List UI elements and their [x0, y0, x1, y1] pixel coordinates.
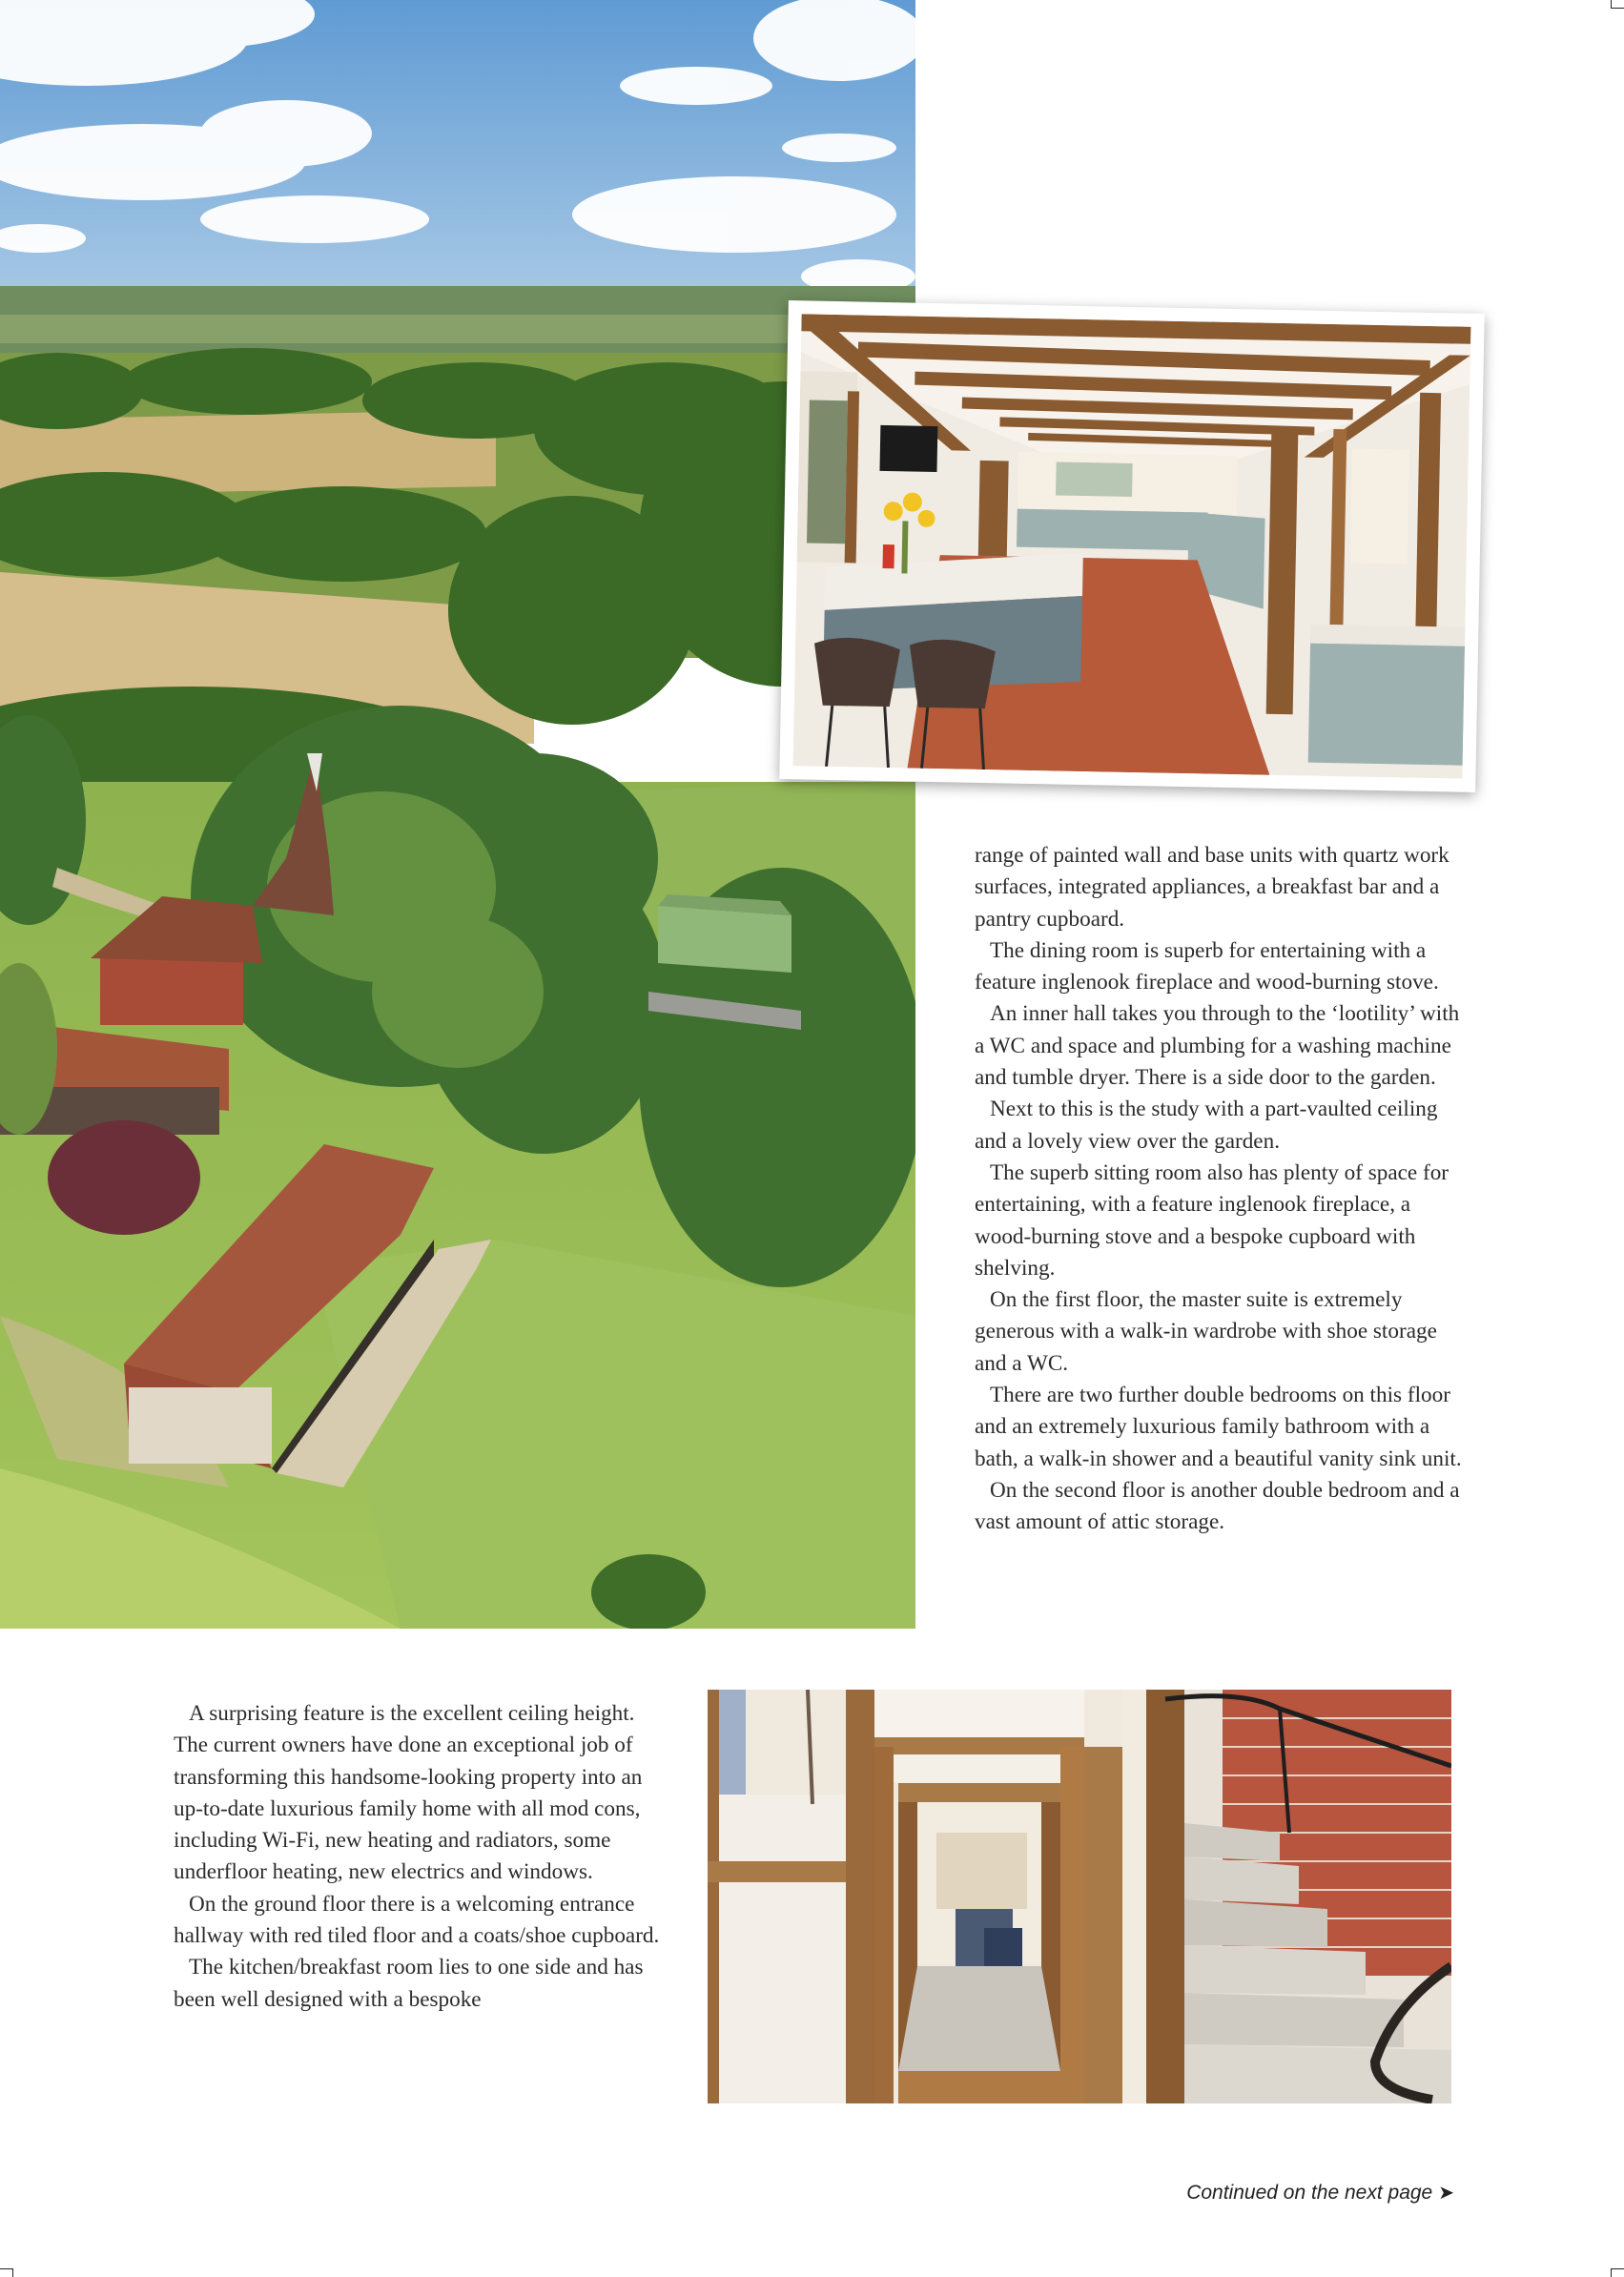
crop-mark-bottom-right-v [1611, 2269, 1612, 2277]
paragraph: On the first floor, the master suite is extremely generous with a walk-in wardrobe with shoe storage and a WC. [975, 1287, 1437, 1376]
crop-mark-bottom-right [1611, 2268, 1624, 2269]
paragraph: The superb sitting room also has plenty of space for entertaining, with a feature inglenook fireplace, a wood-burning stove and a bespoke cupboard with shelving. [975, 1159, 1449, 1281]
hallway-staircase-photo [708, 1690, 1451, 2103]
paragraph: On the ground floor there is a welcoming entrance hallway with red tiled floor and a coats/shoe cupboard. [174, 1891, 660, 1949]
paragraph: range of painted wall and base units with quartz work surfaces, integrated appliances, a breakfast bar and a pantry cupboard. [975, 843, 1449, 932]
crop-mark-bottom-left [0, 2268, 13, 2269]
paragraph: An inner hall takes you through to the ‘lootility’ with a WC and space and plumbing for a washing machine and tumble dryer. There is a side door to the garden. [975, 1001, 1460, 1091]
continued-text: Continued on the next page [1186, 2182, 1433, 2204]
kitchen-photo [779, 300, 1485, 792]
crop-mark-bottom-left-v [12, 2269, 13, 2277]
aerial-photo [0, 0, 915, 1629]
paragraph: The kitchen/breakfast room lies to one side and has been well designed with a bespoke [174, 1955, 644, 2012]
crop-mark-top-right [1611, 8, 1624, 9]
paragraph: There are two further double bedrooms on this floor and an extremely luxurious family bathroom with a bath, a walk-in shower and a beautiful vanity sink unit. [975, 1383, 1462, 1471]
body-text-right-column [975, 840, 1463, 1539]
continued-on-next-page [1186, 2181, 1454, 2205]
body-text-left-column [174, 1698, 660, 2016]
paragraph: The dining room is superb for entertaining with a feature inglenook fireplace and wood-burning stove. [975, 937, 1439, 995]
paragraph: Next to this is the study with a part-vaulted ceiling and a lovely view over the garden. [975, 1097, 1438, 1154]
arrow-right-icon: ➤ [1438, 2183, 1454, 2204]
paragraph: On the second floor is another double bedroom and a vast amount of attic storage. [975, 1477, 1460, 1535]
crop-mark-top-right-v [1611, 0, 1612, 8]
paragraph: A surprising feature is the excellent ceiling height. The current owners have done an exceptional job of transforming this handsome-looking property into an up-to-date luxurious family home with all mod cons, including Wi-Fi, new heating and radiators, some underfloor heating, new electrics and windows. [174, 1701, 643, 1885]
